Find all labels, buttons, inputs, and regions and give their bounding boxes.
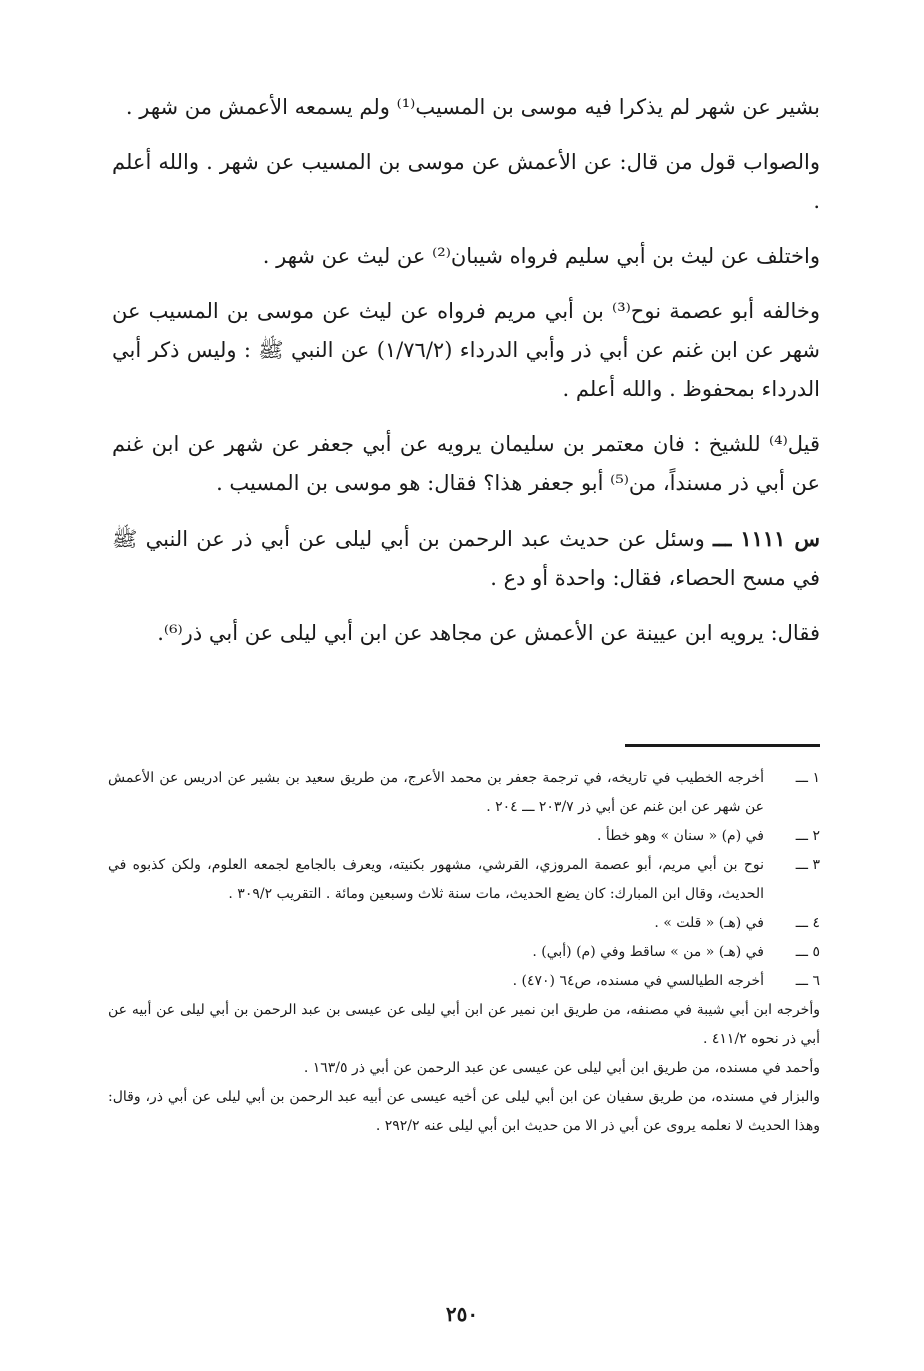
footnote-6-continuation-2: وأحمد في مسنده، من طريق ابن أبي ليلى عن عيسى عن عبد الرحمن عن أبي ذر ١٦٣/٥ . (303, 1060, 820, 1076)
question-number: س ١١١١ ـــ (713, 526, 820, 551)
footnote-number: ٦ ـــ (795, 973, 820, 989)
footnote-number: ٤ ـــ (795, 915, 820, 931)
footnote-separator (625, 744, 820, 747)
question-paragraph (112, 519, 820, 598)
footnote-number: ٣ ـــ (795, 857, 820, 873)
answer-paragraph: فقال: يرويه ابن عيينة عن الأعمش عن مجاهد عن ابن أبي ليلى عن أبي ذر⁽⁶⁾. (157, 621, 820, 645)
footnote-number: ١ ـــ (795, 770, 820, 786)
footnote-text: في (هـ) « من » ساقط وفي (م) (أبي) . (532, 944, 764, 960)
footnote-text: في (م) « سنان » وهو خطأ . (597, 828, 764, 844)
paragraph-3: واختلف عن ليث بن أبي سليم فرواه شيبان⁽²⁾ عن ليث عن شهر . (262, 244, 820, 268)
footnote-1 (108, 764, 820, 822)
footnote-6-continuation-1: وأخرجه ابن أبي شيبة في مصنفه، من طريق ابن نمير عن ابن أبي ليلى عن عيسى بن عبد الرحمن بن أبي ليلى عن أبيه عن أبي ذر نحوه ٤١١/٢ . (108, 1002, 820, 1047)
paragraph-5: قيل⁽⁴⁾ للشيخ : فان معتمر بن سليمان يرويه عن أبي جعفر عن شهر عن ابن غنم عن أبي ذر مسنداً، من⁽⁵⁾ أبو جعفر هذا؟ فقال: هو موسى بن المسيب . (112, 432, 820, 495)
footnote-number: ٥ ـــ (795, 944, 820, 960)
footnote-2 (108, 822, 820, 851)
question-text: وسئل عن حديث عبد الرحمن بن أبي ليلى عن أبي ذر عن النبي ﷺ في مسح الحصاء، فقال: واحدة أو دع . (112, 527, 820, 590)
paragraph-1: بشير عن شهر لم يذكرا فيه موسى بن المسيب⁽¹⁾ ولم يسمعه الأعمش من شهر . (125, 95, 820, 119)
page-number: ٢٥٠ (445, 1302, 479, 1326)
main-text (112, 88, 820, 669)
paragraph-4: وخالفه أبو عصمة نوح⁽³⁾ بن أبي مريم فرواه عن ليث عن موسى بن المسيب عن شهر عن ابن غنم عن أبي ذر وأبي الدرداء (١/٧٦/٢) عن النبي ﷺ : وليس ذكر أبي الدرداء بمحفوظ . والله أعلم . (112, 299, 821, 401)
footnote-3 (108, 851, 820, 909)
footnotes (108, 764, 820, 1141)
footnote-text: في (هـ) « قلت » . (654, 915, 764, 931)
footnote-6-continuation-3: والبزار في مسنده، من طريق سفيان عن ابن أبي ليلى عن أخيه عيسى عن أبيه عبد الرحمن بن أبي ليلى عن أبي ذر، وقال: وهذا الحديث لا نعلمه يروى عن أبي ذر الا من حديث ابن أبي ليلى عنه ٢٩٢/٢ . (108, 1089, 820, 1134)
footnote-number: ٢ ـــ (795, 828, 820, 844)
footnote-5 (108, 938, 820, 967)
paragraph-2: والصواب قول من قال: عن الأعمش عن موسى بن المسيب عن شهر . والله أعلم . (112, 150, 820, 213)
footnote-text: أخرجه الطيالسي في مسنده، ص٦٤ (٤٧٠) . (512, 973, 764, 989)
footnote-text: أخرجه الخطيب في تاريخه، في ترجمة جعفر بن محمد الأعرج، من طريق سعيد بن بشير عن ادريس عن الأعمش عن شهر عن ابن غنم عن أبي ذر ٢٠٣/٧ ـــ ٢٠٤ . (108, 770, 764, 815)
footnote-text: نوح بن أبي مريم، أبو عصمة المروزي، القرشي، مشهور بكنيته، ويعرف بالجامع لجمعه العلوم، ولكن كذبوه في الحديث، وقال ابن المبارك: كان يضع الحديث، مات سنة ثلاث وسبعين ومائة . التقريب ٣٠٩/٢ . (108, 857, 764, 902)
footnote-6 (108, 967, 820, 996)
footnote-4 (108, 909, 820, 938)
